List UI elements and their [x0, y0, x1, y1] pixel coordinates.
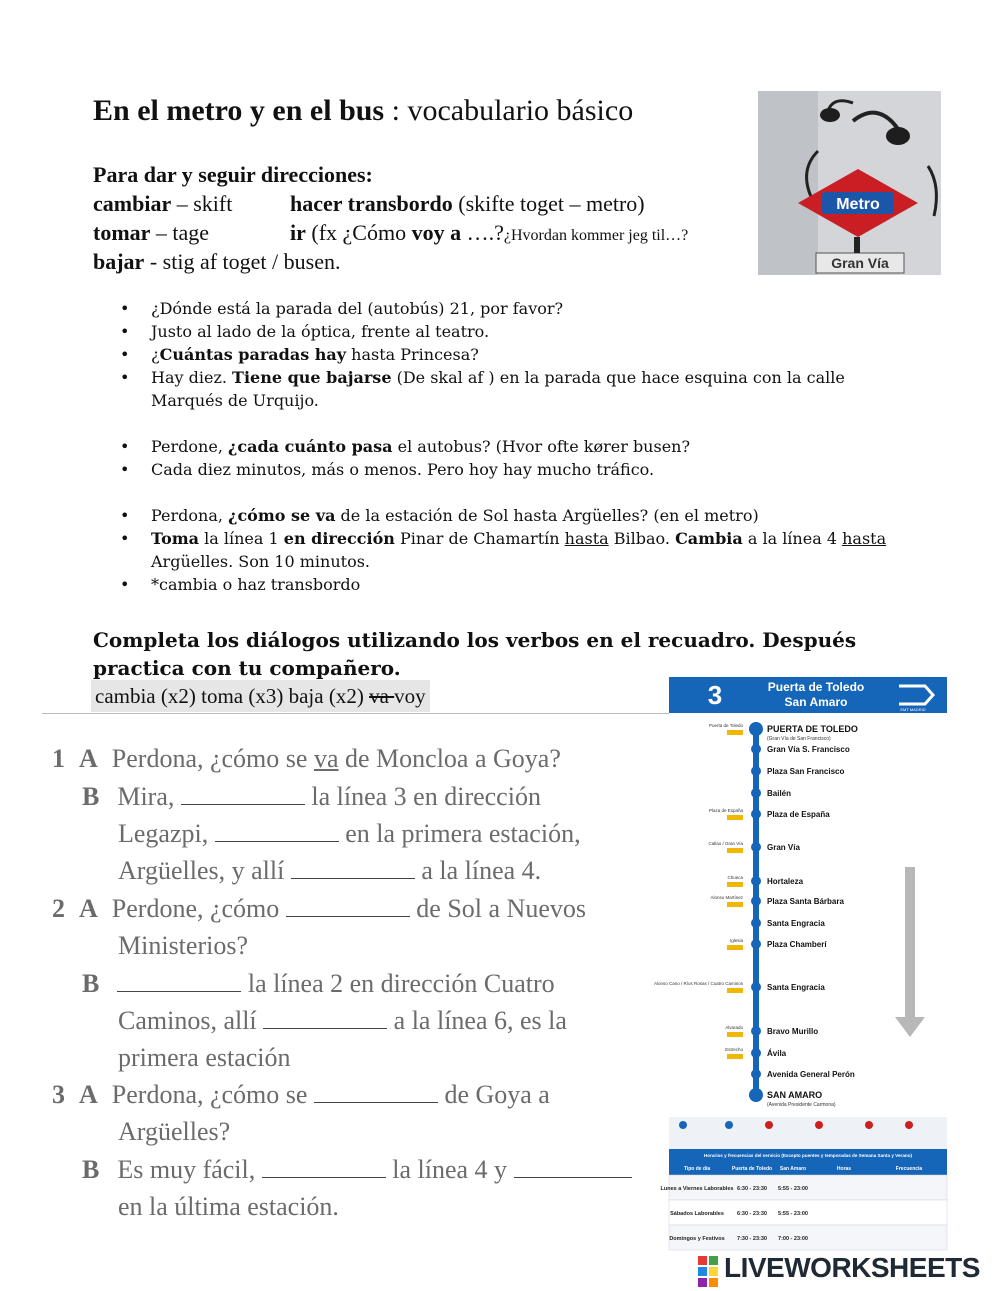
connection-badge — [727, 730, 743, 735]
exercise-line: en la última estación. — [118, 1192, 339, 1221]
vocab-term: cambiar — [93, 191, 172, 216]
stop-marker — [751, 766, 761, 776]
exercise-line: B la línea 2 en dirección Cuatro — [82, 969, 555, 998]
stop-marker — [751, 982, 761, 992]
stop-subtitle: (Avenida Presidente Carmona) — [767, 1102, 836, 1108]
table-cell: 6:30 - 23:30 — [737, 1211, 767, 1217]
metro-line-map — [653, 677, 947, 1250]
map-stop — [725, 1025, 818, 1037]
vocab-translation: (fx ¿Cómo — [305, 220, 412, 245]
list-item: • *cambia o haz transbordo — [120, 573, 900, 596]
vocab-row — [93, 189, 645, 218]
connection-badge — [727, 902, 743, 907]
stop-name: Plaza Santa Bárbara — [767, 897, 844, 906]
answer-blank[interactable] — [314, 1081, 438, 1103]
legend-icon — [725, 1121, 733, 1129]
connection-badge — [727, 882, 743, 887]
map-stop — [727, 938, 827, 950]
stop-name: Gran Vía — [767, 843, 800, 852]
connection-label: Alonso Cano / Ríos Rosas / Cuatro Caminos — [653, 981, 743, 986]
list-item: • ¿Dónde está la parada del (autobús) 21, por favor? — [120, 297, 900, 320]
legend-icon — [765, 1121, 773, 1129]
title-bold: En el metro y en el bus — [93, 94, 385, 127]
legend-strip — [669, 1117, 947, 1151]
stop-marker — [751, 939, 761, 949]
legend-icon — [679, 1121, 687, 1129]
map-stop — [751, 788, 791, 798]
metro-sign-text: Metro — [836, 196, 880, 213]
word-box-verbs: cambia (x2) toma (x3) baja (x2) — [95, 684, 370, 708]
metro-sign-photo — [758, 91, 941, 275]
map-stop — [710, 895, 844, 907]
list-item: • Hay diez. Tiene que bajarse (De skal af ) en la parada que hace esquina con la calle Marqués de Urquijo. — [120, 366, 900, 412]
vocab-term: ir — [290, 220, 306, 245]
exercise-line: Legazpi, en la primera estación, — [118, 819, 581, 848]
connection-badge — [727, 945, 743, 950]
stop-name: SAN AMARO — [767, 1090, 823, 1100]
vocab-term: hacer transbordo — [290, 191, 453, 216]
map-stop — [654, 981, 825, 993]
vocab-translation: – skift — [171, 191, 233, 216]
connection-label: Estrecho — [725, 1047, 743, 1052]
map-stop — [751, 1069, 855, 1079]
map-stop — [749, 1088, 836, 1108]
stop-marker — [751, 744, 761, 754]
connection-badge — [727, 1054, 743, 1059]
stop-name: Plaza de España — [767, 810, 830, 819]
stop-name: Hortaleza — [767, 877, 804, 886]
vocab-translation: (skifte toget – metro) — [452, 191, 645, 216]
exercise-line: 1 A Perdona, ¿cómo se va de Moncloa a Goya? — [52, 744, 561, 773]
vocab-note: ¿Hvordan kommer jeg til…? — [503, 227, 689, 244]
table-cell: 6:30 - 23:30 — [737, 1186, 767, 1192]
map-stop — [709, 722, 858, 742]
connection-badge — [727, 988, 743, 993]
exercise-line: B Es muy fácil, la línea 4 y — [82, 1151, 632, 1188]
list-item: • Toma la línea 1 en dirección Pinar de Chamartín hasta Bilbao. Cambia a la línea 4 hasta Argüelles. Son 10 minutos. — [120, 527, 900, 573]
table-header-cell: San Amaro — [779, 1166, 807, 1172]
direction-arrow-icon — [895, 1017, 925, 1037]
stop-name: Gran Vía S. Francisco — [767, 745, 850, 754]
stop-marker — [751, 1069, 761, 1079]
answer-blank[interactable] — [215, 820, 339, 842]
stop-marker — [751, 788, 761, 798]
map-stop — [709, 808, 830, 820]
exercise-line: 3 A Perdona, ¿cómo se de Goya a — [52, 1080, 550, 1109]
table-header-cell: Horas — [836, 1166, 852, 1172]
table-cell: 5:55 - 23:00 — [778, 1211, 808, 1217]
stop-marker — [751, 918, 761, 928]
exercise-instructions: Completa los diálogos utilizando los verbos en el recuadro. Después practica con tu compañero. — [93, 628, 857, 680]
word-box — [91, 680, 430, 712]
connection-label: Puerta de Toledo — [709, 723, 743, 728]
vocab-translation: ….? — [461, 220, 504, 245]
table-cell: Domingos y Festivos — [669, 1236, 725, 1242]
map-line-number: 3 — [707, 680, 723, 710]
table-cell: 7:00 - 23:00 — [778, 1236, 808, 1242]
connection-badge — [727, 848, 743, 853]
table-cell: Sábados Laborables — [670, 1211, 724, 1217]
footer-brand — [696, 1252, 996, 1288]
stop-name: Plaza Chamberí — [767, 940, 827, 949]
connection-label: Alvarado — [725, 1025, 743, 1030]
stop-marker — [751, 876, 761, 886]
legend-icon — [865, 1121, 873, 1129]
list-item: • Justo al lado de la óptica, frente al teatro. — [120, 320, 900, 343]
vocab-row — [93, 218, 689, 247]
divider — [42, 713, 670, 714]
answer-blank[interactable] — [514, 1156, 632, 1178]
stop-subtitle: (Gran Vía de San Francisco) — [767, 736, 831, 742]
connection-label: Alonso Martínez — [710, 895, 743, 900]
dialogue-list-frequency — [120, 435, 900, 481]
vocabulary-section — [93, 160, 689, 276]
connection-badge — [727, 815, 743, 820]
vocab-translation: – tage — [150, 220, 210, 245]
word-box-last: voy — [394, 684, 426, 708]
map-header-destination: San Amaro — [784, 695, 848, 709]
metro-sign-illustration — [758, 91, 941, 275]
route-line — [753, 729, 759, 1097]
stop-name: Plaza San Francisco — [767, 767, 845, 776]
exercise-line: B Mira, la línea 3 en dirección — [82, 782, 541, 811]
answer-blank[interactable] — [117, 970, 241, 992]
title-rest: : vocabulario básico — [384, 94, 634, 127]
stop-name: PUERTA DE TOLEDO — [767, 724, 858, 734]
table-body — [661, 1175, 947, 1250]
direction-arrow-shaft — [905, 867, 915, 1017]
page-title — [93, 94, 633, 128]
exercise-line: 2 A Perdone, ¿cómo de Sol a Nuevos — [52, 894, 586, 923]
list-item: • Perdone, ¿cada cuánto pasa el autobus? (Hvor ofte kører busen? — [120, 435, 900, 458]
liveworksheets-logo-text: LIVEWORKSHEETS — [724, 1252, 980, 1283]
stop-name: Santa Engracia — [767, 983, 825, 992]
map-stop — [727, 875, 804, 887]
connection-label: Plaza de España — [708, 808, 743, 813]
answer-blank[interactable] — [286, 895, 410, 917]
connection-label: Iglesia — [729, 938, 743, 943]
table-title: Horarios y frecuencias del servicio (Excepto puentes y temporadas de Semana Santa y Verano) — [703, 1153, 913, 1158]
list-item: • Perdona, ¿cómo se va de la estación de Sol hasta Argüelles? (en el metro) — [120, 504, 900, 527]
table-header-cell: Puerta de Toledo — [731, 1166, 773, 1172]
stop-name: Santa Engracia — [767, 919, 825, 928]
dialogue-list-bus-stop — [120, 297, 900, 412]
word-box-struck: va — [369, 684, 395, 708]
stop-marker — [751, 842, 761, 852]
exercise-line: Argüelles, y allí a la línea 4. — [118, 856, 542, 885]
street-sign-text: Gran Vía — [831, 255, 889, 271]
answer-blank[interactable] — [262, 1156, 386, 1178]
stop-marker — [751, 1048, 761, 1058]
liveworksheets-logo-icon — [696, 1254, 720, 1288]
map-stop — [751, 744, 850, 754]
emt-brand: EMT MADRID — [900, 707, 926, 712]
table-header-cell: Tipo de día — [683, 1166, 711, 1172]
table-cell: Lunes a Viernes Laborables — [660, 1186, 734, 1192]
stop-marker — [749, 1088, 763, 1102]
answer-blank[interactable] — [291, 857, 415, 879]
stop-name: Bailén — [767, 789, 792, 798]
stop-marker — [751, 896, 761, 906]
stop-marker — [751, 809, 761, 819]
vocab-row — [93, 247, 373, 276]
dialogue-list-metro — [120, 504, 900, 596]
map-stop — [725, 1047, 786, 1059]
connection-badge — [727, 1032, 743, 1037]
exercise-line: Argüelles? — [118, 1117, 231, 1146]
connection-label: Callao / Gran Vía — [708, 841, 743, 846]
list-item: • Cada diez minutos, más o menos. Pero hoy hay mucho tráfico. — [120, 458, 900, 481]
vocab-translation: - stig af toget / busen. — [144, 249, 341, 274]
map-stop — [708, 841, 800, 853]
table-header-cell: Frecuencia — [895, 1166, 923, 1172]
stop-name: Bravo Murillo — [767, 1027, 819, 1036]
table-cell: 7:30 - 23:30 — [737, 1236, 767, 1242]
vocab-heading: Para dar y seguir direcciones: — [93, 162, 373, 187]
table-cell: 5:55 - 23:00 — [778, 1186, 808, 1192]
answer-blank[interactable] — [181, 783, 305, 805]
stop-marker — [751, 1026, 761, 1036]
answer-blank[interactable] — [263, 1007, 387, 1029]
exercise-line: Ministerios? — [118, 931, 248, 960]
stop-marker — [749, 722, 763, 736]
vocab-term: voy a — [411, 220, 462, 245]
legend-icon — [905, 1121, 913, 1129]
map-stop — [751, 918, 825, 928]
legend-icon — [815, 1121, 823, 1129]
vocab-term: bajar — [93, 249, 145, 274]
connection-label: Chueca — [727, 875, 743, 880]
metro-map-svg — [653, 677, 947, 1250]
exercise-line: primera estación — [118, 1043, 291, 1072]
map-stop — [751, 766, 844, 776]
vocab-term: tomar — [93, 220, 151, 245]
stop-name: Avenida General Perón — [767, 1070, 855, 1079]
stop-name: Ávila — [767, 1049, 787, 1058]
exercise-line: Caminos, allí a la línea 6, es la — [118, 1006, 567, 1035]
list-item: • ¿Cuántas paradas hay hasta Princesa? — [120, 343, 900, 366]
map-header-origin: Puerta de Toledo — [767, 680, 865, 694]
